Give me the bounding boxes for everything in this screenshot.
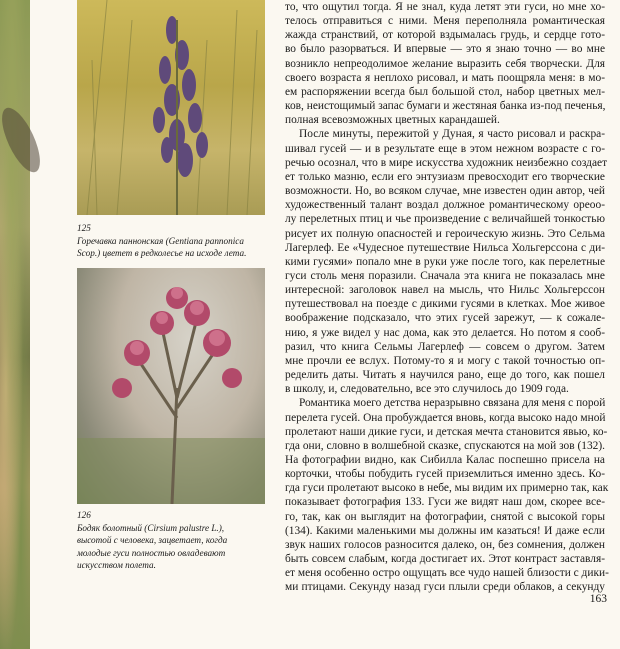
body-text-line: Романтика моего детства неразрывно связана для меня с порой xyxy=(299,397,606,410)
caption-line: Бодяк болотный (Cirsium palustre L.), xyxy=(77,522,225,533)
gentian-flowers-photo xyxy=(77,0,265,215)
body-text-line: Лагерлеф. Ее «Чудесное путешествие Нильса Хольгерссона с ди- xyxy=(285,241,605,254)
figure-number: 126 xyxy=(77,510,91,520)
body-text-line: речью осознал, что в мире искусства художник неизбежно создает xyxy=(285,156,608,169)
body-text-line: разил, что книга Сельмы Лагерлеф — совсем о другом. Затем xyxy=(285,340,605,353)
body-text-line: ет только мазню, если его энтузиазм превосходит его творческие xyxy=(285,170,605,183)
body-text-line: ет меня особенно остро ощущать все чудо нашей близости с дики- xyxy=(285,567,609,580)
body-text-line: го, так, как он выглядит на фотографии, снятой с высокой горы xyxy=(285,510,605,523)
body-text-line: ределить даты. Читать я научился рано, еще до того, как пошел xyxy=(285,369,605,382)
body-text-line: возникло непреодолимое желание выразить себя творчески. Для xyxy=(285,57,605,70)
body-text-line: то, что ощутил тогда. Я не знал, куда летят эти гуси, но мне хо- xyxy=(285,1,605,13)
body-text-line: лу перелетных птиц и чье произведение с величайшей тонкостью xyxy=(285,213,605,226)
thistle-illustration xyxy=(77,268,265,504)
body-text-line: гда они, словно в волшебной сказке, спускаются на мой зов (132). xyxy=(285,439,605,452)
body-text-line: гда гуси пролетают высоко в небе, мы видим их примерно так, как xyxy=(285,482,609,495)
body-text-line: полная всевозможных цветных карандашей. xyxy=(285,114,500,127)
body-text-line: телось отправиться с ними. Меня переполняла романтическая xyxy=(285,15,605,28)
body-text-line: ков, неистощимый запас бумаги и жестяная банка из-под печенья, xyxy=(285,100,606,113)
body-text-line: кими гусями» попало мне в руки уже после того, как перелетные xyxy=(285,255,605,268)
figure-caption-126 xyxy=(77,509,267,572)
body-text-line: На фотографии видно, как Сибилла Калас поспешно присела на xyxy=(285,454,605,466)
body-text-line: (134). Какими маленькими мы должны им казаться! И даже если xyxy=(285,524,605,537)
body-text-line: пролетают наши дикие гуси, и детская мечта становится явью, ко- xyxy=(285,425,608,438)
body-text-line: После минуты, пережитой у Дуная, я часто рисовал и раскра- xyxy=(299,128,605,141)
body-text-line: в школу, и, следовательно, все это случилось до 1909 года. xyxy=(285,383,569,396)
body-text-column xyxy=(285,0,609,595)
caption-line: искусством полета. xyxy=(77,560,156,570)
body-text-line: нию, я уже видел у нас дома, как это делается. Но потом я сооб- xyxy=(285,326,605,339)
body-text-line: художественный талант воздал должное романтическому ореоо- xyxy=(285,199,605,212)
page-number: 163 xyxy=(589,593,607,605)
body-text-line: воображение подсказало, что этих гусей зарежут, — к сожале- xyxy=(285,312,605,325)
body-text-line: быть совсем слабым, когда достигает их. Этот контраст заставля- xyxy=(285,553,605,566)
body-text-line: своего возраста я неплохо рисовал, и мать поощряла меня: в мо- xyxy=(285,71,605,84)
body-text-line: ми птицами. Секунду назад гуси плыли среди облаков, а секунду xyxy=(285,581,605,594)
caption-line: высотой с человека, зацветает, когда xyxy=(77,535,228,545)
body-text-line: ем распоряжении всегда был большой стол, набор цветных мел- xyxy=(285,85,605,98)
body-text-line: путешествовал на поезде с дикими гусями в клетках. Мое живое xyxy=(285,298,605,311)
body-text-line: рисует их полную опасностей и героическую жизнь. Это Сельма xyxy=(285,227,605,240)
body-text-line: перелета гусей. Она пробуждается вновь, когда высоко надо мной xyxy=(285,411,606,424)
body-text-line: корточки, чтобы побудить гусей приземлиться именно здесь. Ко- xyxy=(285,468,605,481)
figure-number: 125 xyxy=(77,223,91,233)
caption-line: Горечавка паннонская (Gentiana pannonica xyxy=(77,235,244,246)
body-text-line: шивал гусей — и в результате еще в этом нежном возрасте с го- xyxy=(285,142,605,155)
body-text-line: гуси столь меня поразили. Сначала эта книга не показалась мне xyxy=(285,269,605,282)
body-text-line: показывает фотография 133. Гуси же видят наш дом, скорее все- xyxy=(285,496,605,509)
body-text-line: мне прочли ее вслух. Потому-то я и могу с такой точностью оп- xyxy=(285,354,605,367)
caption-line: Scop.) цветет в редколесье на исходе лета. xyxy=(77,248,247,258)
body-text-line: жажда странствий, от которой вздымалась грудь, и сердце гото- xyxy=(285,29,605,42)
body-text-line: во было разорваться. И впервые — это я знаю точно — во мне xyxy=(285,43,605,56)
caption-line: молодые гуси полностью овладевают xyxy=(77,547,226,558)
figure-caption-125 xyxy=(77,222,267,260)
gentian-illustration xyxy=(77,0,265,215)
body-text-line: возможности. Но, во всяком случае, мне известен один автор, чей xyxy=(285,185,605,198)
left-edge-photo-strip xyxy=(0,0,30,649)
body-text-line: интересной: заголовок навел на мысль, что Нильс Хольгерссон xyxy=(285,284,605,297)
thistle-flowers-photo xyxy=(77,268,265,504)
body-text-line: звук наших голосов разносится далеко, он, без сомнения, должен xyxy=(285,538,605,551)
